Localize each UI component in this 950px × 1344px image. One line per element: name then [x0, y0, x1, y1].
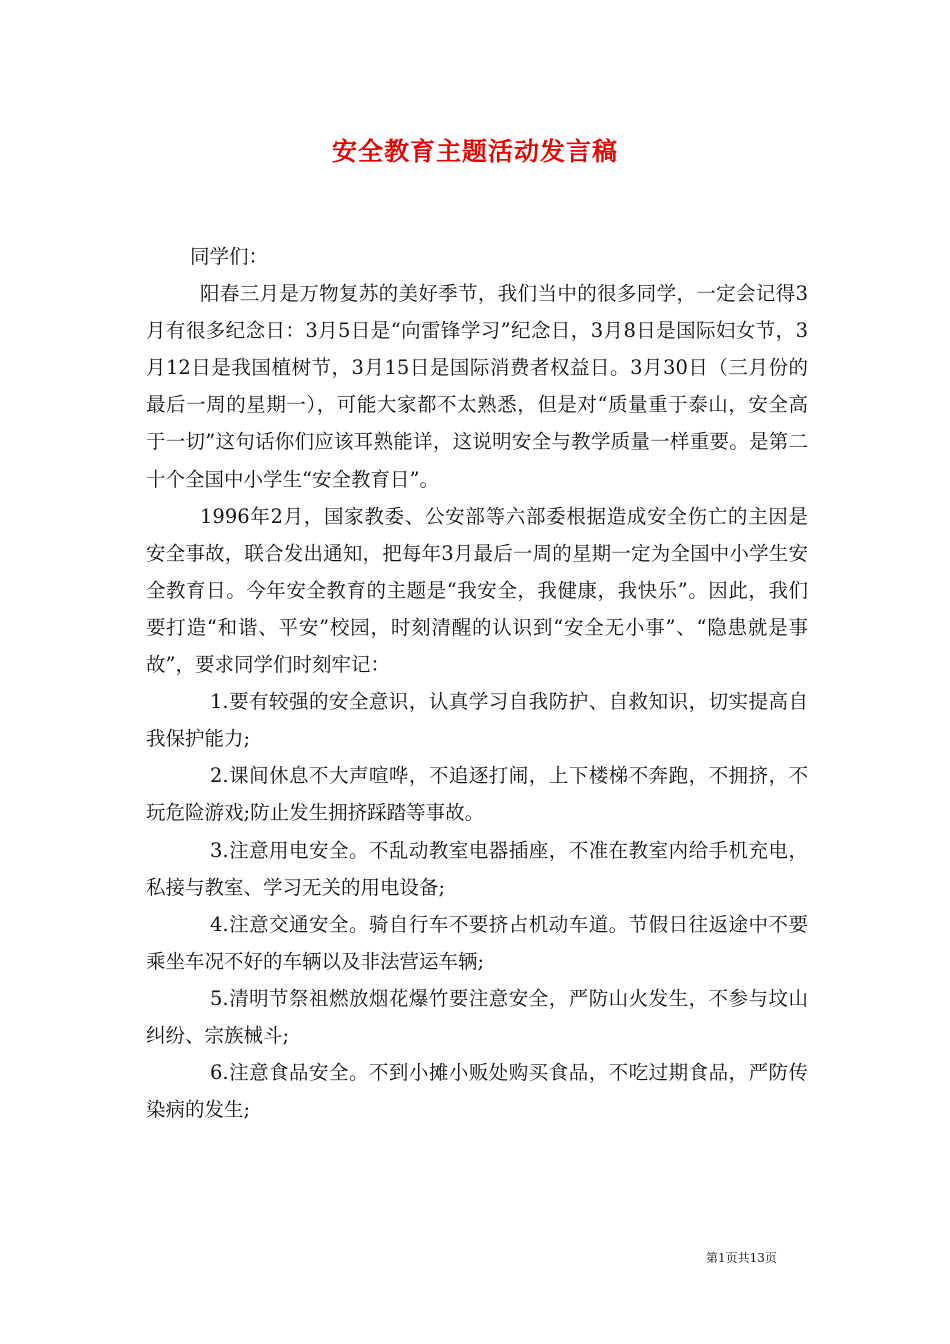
- list-item: 3.注意用电安全。不乱动教室电器插座，不准在教室内给手机充电，私接与教室、学习无关的用电设备;: [146, 838, 808, 899]
- paragraph-history: 1996年2月，国家教委、公安部等六部委根据造成安全伤亡的主因是安全事故，联合发出通知，把每年3月最后一周的星期一定为全国中小学生安全教育日。今年安全教育的主题是“我安全，我健康，我快乐”。因此，我们要打造“和谐、平安”校园，时刻清醒的认识到“安全无小事”、“隐患就是事故”，要求同学们时刻牢记：: [146, 504, 808, 677]
- list-item: 2.课间休息不大声喧哗，不追逐打闹，上下楼梯不奔跑，不拥挤，不玩危险游戏;防止发生拥挤踩踏等事故。: [146, 764, 808, 825]
- list-item: 1.要有较强的安全意识，认真学习自我防护、自救知识，切实提高自我保护能力;: [146, 690, 808, 751]
- document-title: 安全教育主题活动发言稿: [331, 137, 618, 166]
- salutation: 同学们：: [190, 245, 269, 268]
- list-item: 5.清明节祭祖燃放烟花爆竹要注意安全，严防山火发生，不参与坟山纠纷、宗族械斗;: [146, 986, 808, 1047]
- list-item: 4.注意交通安全。骑自行车不要挤占机动车道。节假日往返途中不要乘坐车况不好的车辆以及非法营运车辆;: [146, 912, 808, 973]
- list-item: 6.注意食品安全。不到小摊小贩处购买食品，不吃过期食品，严防传染病的发生;: [146, 1061, 808, 1122]
- paragraph-intro: 阳春三月是万物复苏的美好季节，我们当中的很多同学，一定会记得3月有很多纪念日：3月5日是“向雷锋学习”纪念日，3月8日是国际妇女节，3月12日是我国植树节，3月15日是国际消费者权益日。3月30日（三月份的最后一周的星期一），可能大家都不太熟悉，但是对“质量重于泰山，安全高于一切”这句话你们应该耳熟能详，这说明安全与教学质量一样重要。是第二十个全国中小学生“安全教育日”。: [146, 282, 808, 491]
- document-body: [146, 238, 808, 1128]
- page-number: 第1页共13页: [706, 1251, 777, 1265]
